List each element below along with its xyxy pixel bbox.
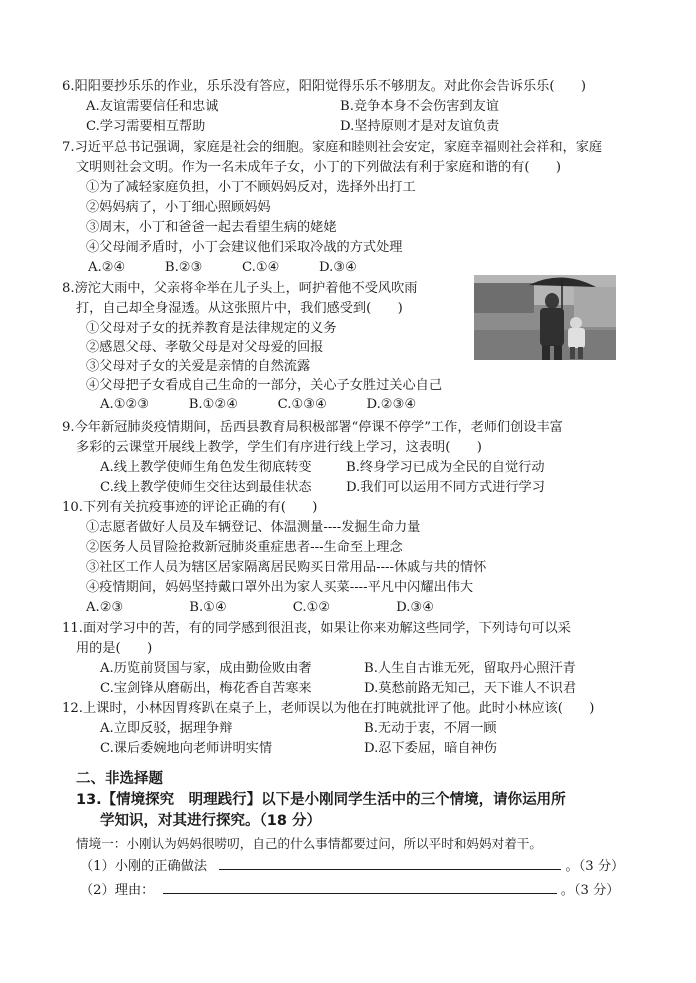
- q7-statement-3: ③周末，小丁和爸爸一起去看望生病的姥姥: [86, 220, 337, 235]
- q13-sub2-row: [80, 881, 619, 899]
- q6-option-c: C.学习需要相互帮助: [86, 119, 206, 134]
- scene1-text: 情境一：小刚认为妈妈很唠叨，自己的什么事情都要过问，所以平时和妈妈对着干。: [76, 836, 542, 851]
- q11-option-d: D.莫愁前路无知己，天下谁人不识君: [364, 681, 577, 696]
- q11-stem-line2: 用的是( ): [76, 641, 153, 656]
- q12-option-d: D.忍下委屈，暗自神伤: [364, 741, 497, 756]
- q8-statement-3: ③父母对子女的关爱是亲情的自然流露: [86, 359, 311, 374]
- q8-stem-line2: 打，自己却全身湿透。从这张照片中，我们感受到( ): [76, 301, 403, 316]
- q12-option-b: B.无动于衷，不屑一顾: [364, 721, 497, 736]
- q12-option-c: C.课后委婉地向老师讲明实情: [100, 741, 273, 756]
- q8-stem-line1: 8.滂沱大雨中，父亲将伞举在儿子头上，呵护着他不受风吹雨: [62, 281, 418, 296]
- q12-stem: 12.上课时，小林因胃疼趴在桌子上，老师误以为他在打盹就批评了他。此时小林应该( ): [62, 701, 595, 716]
- q13-sub2-label: （2）理由：: [80, 883, 155, 898]
- q9-option-b: B.终身学习已成为全民的自觉行动: [346, 460, 545, 475]
- q10-statement-2: ②医务人员冒险抢救新冠肺炎重症患者---生命至上理念: [86, 540, 403, 555]
- q12-option-a: A.立即反驳，据理争辩: [100, 721, 233, 736]
- q6-stem: 6.阳阳要抄乐乐的作业，乐乐没有答应，阳阳觉得乐乐不够朋友。对此你会告诉乐乐( ): [62, 79, 586, 94]
- q7-stem-line2: 文明则社会文明。作为一名未成年子女，小丁的下列做法有利于家庭和谐的有( ): [76, 160, 562, 175]
- q8-options: A.①②③ B.①②④ C.①③④ D.②③④: [100, 397, 417, 412]
- q7-statement-4: ④父母闹矛盾时，小丁会建议他们采取冷战的方式处理: [86, 240, 403, 255]
- q6-option-a: A.友谊需要信任和忠诚: [86, 99, 219, 114]
- q11-option-c: C.宝剑锋从磨砺出，梅花香自苦寒来: [100, 681, 312, 696]
- q9-option-a: A.线上教学使师生角色发生彻底转变: [100, 460, 312, 475]
- father-umbrella-photo: [474, 275, 616, 360]
- q11-stem-line1: 11.面对学习中的苦，有的同学感到很沮丧，如果让你来劝解这些同学，下列诗句可以采: [62, 621, 571, 636]
- q13-sub1-label: （1）小刚的正确做法: [80, 859, 208, 874]
- q8-statement-4: ④父母把子女看成自己生命的一部分，关心子女胜过关心自己: [86, 378, 443, 393]
- q13-sub1-row: [80, 857, 624, 875]
- q10-statement-4: ④疫情期间，妈妈坚持戴口罩外出为家人买菜----平凡中闪耀出伟大: [86, 580, 474, 595]
- q10-statement-3: ③社区工作人员为辖区居家隔离居民购买日常用品----休戚与共的情怀: [86, 560, 487, 575]
- q9-option-c: C.线上教学使师生交往达到最佳状态: [100, 480, 312, 495]
- q13-sub1-score: 。（3 分）: [565, 859, 625, 874]
- q13-stem-line2: 学知识，对其进行探究。（18 分）: [100, 813, 321, 829]
- q9-stem-line1: 9.今年新冠肺炎疫情期间，岳西县教育局积极部署“停课不停学”工作，老师们创设丰富: [62, 420, 563, 435]
- q13-sub2-score: 。（3 分）: [560, 883, 620, 898]
- q10-stem: 10.下列有关抗疫事迹的评论正确的有( ): [62, 500, 318, 515]
- section-heading: 二、非选择题: [76, 771, 163, 787]
- q10-options: A.②③ B.①④ C.①② D.③④: [86, 600, 435, 615]
- q6-option-d: D.坚持原则才是对友谊负责: [340, 119, 500, 134]
- q9-stem-line2: 多彩的云课堂开展线上教学，学生们有序进行线上学习，这表明( ): [76, 440, 482, 455]
- q7-options: A.②④ B.②③ C.①④ D.③④: [88, 260, 357, 275]
- q7-stem-line1: 7.习近平总书记强调，家庭是社会的细胞。家庭和睦则社会安定，家庭幸福则社会祥和，家庭: [62, 140, 603, 155]
- q6-option-b: B.竞争本身不会伤害到友谊: [340, 99, 499, 114]
- q7-statement-1: ①为了减轻家庭负担，小丁不顾妈妈反对，选择外出打工: [86, 180, 416, 195]
- q10-statement-1: ①志愿者做好人员及车辆登记、体温测量----发掘生命力量: [86, 520, 421, 535]
- q13-sub2-answer-line[interactable]: [163, 881, 557, 894]
- q7-statement-2: ②妈妈病了，小丁细心照顾妈妈: [86, 200, 271, 215]
- q11-option-a: A.历览前贤国与家，成由勤俭败由奢: [100, 661, 312, 676]
- q8-statement-2: ②感恩父母、孝敬父母是对父母爱的回报: [86, 340, 324, 355]
- q9-option-d: D.我们可以运用不同方式进行学习: [346, 480, 545, 495]
- q13-sub1-answer-line[interactable]: [219, 857, 561, 870]
- q13-stem-line1: 13.【情境探究 明理践行】以下是小刚同学生活中的三个情境，请你运用所: [76, 792, 566, 808]
- q11-option-b: B.人生自古谁无死，留取丹心照汗青: [364, 661, 576, 676]
- q8-statement-1: ①父母对子女的抚养教育是法律规定的义务: [86, 321, 337, 336]
